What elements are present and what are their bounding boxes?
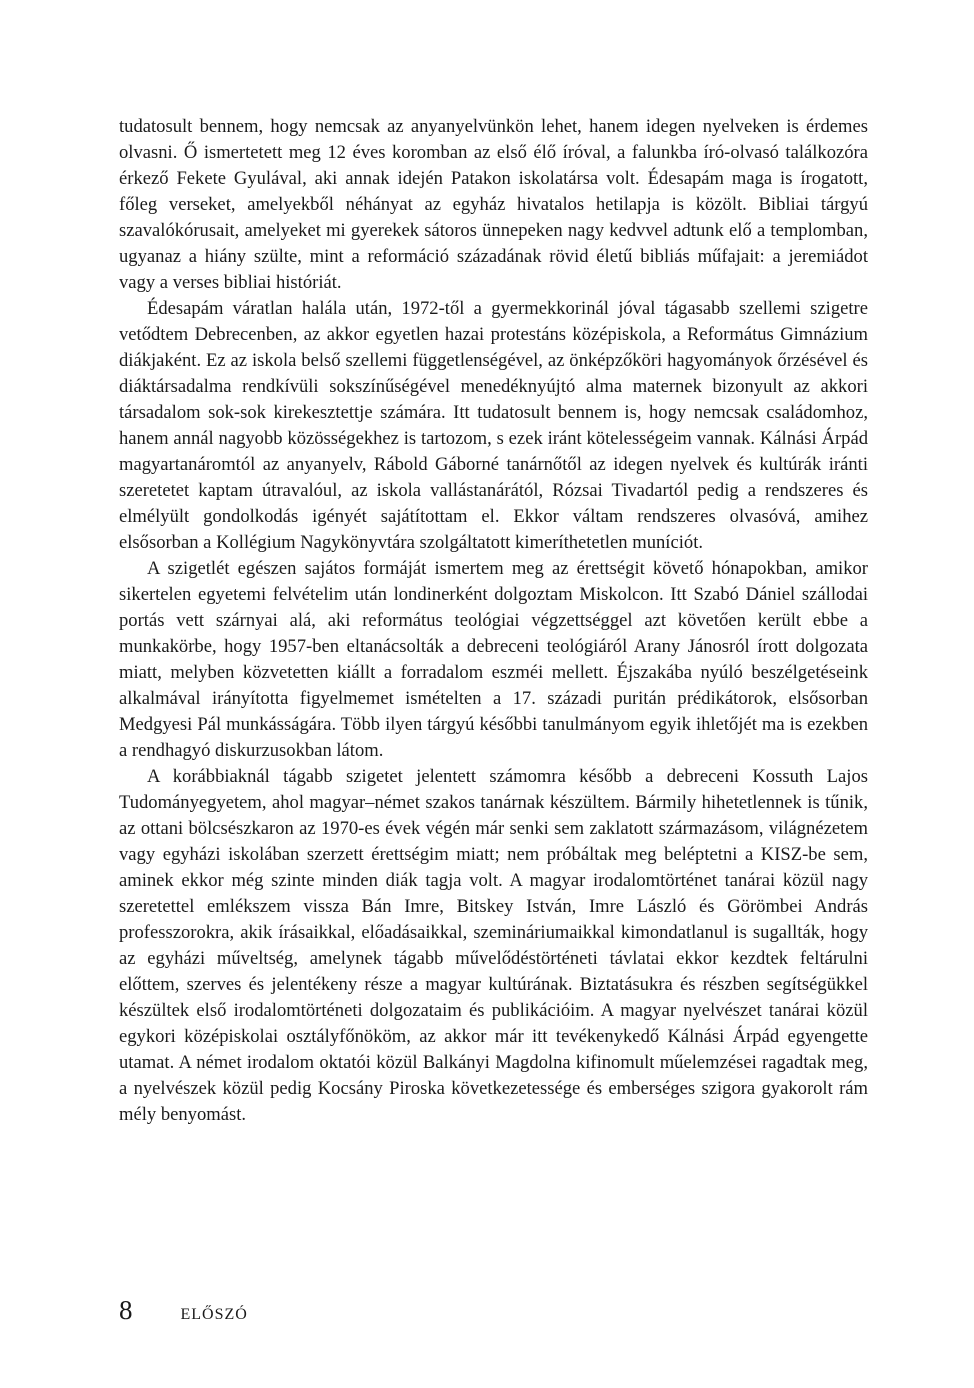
paragraph-4: A korábbiaknál tágabb szigetet jelentett számomra később a debreceni Kossuth Lajos Tudományegyetem, ahol magyar–német szakos tanárnak készültem. Bármily hihetetlennek is tűnik, az ottani bölcsészkaron az 1970-es évek végén már senki sem zaklatott származásom, világnézetem vagy egyházi iskolában szerzett érettségim miatt; nem próbáltak meg beléptetni a KISZ-be sem, aminek ekkor még szinte minden diák tagja volt. A magyar irodalomtörténet tanárai közül nagy szeretettel emlékszem vissza Bán Imre, Bitskey István, Imre László és Görömbei András professzorokra, akik írásaikkal, előadásaikkal, szemináriumaikkal kimondatlanul is sugallták, hogy az egyházi műveltség, amelynek tágabb művelődéstörténeti távlatai ekkor kezdtek feltárulni előttem, szerves és jelentékeny része a magyar kultúrának. Biztatásukra és részben segítségükkel készültek első irodalomtörténeti dolgozataim és publikációim. A magyar nyelvészet tanárai közül egykori középiskolai osztályfőnököm, az akkor már itt tevékenykedő Kálnási Árpád egyengette utamat. A német irodalom oktatói közül Balkányi Magdolna kifinomult műelemzései ragadtak meg, a nyelvészek közül pedig Kocsány Piroska következetessége és emberséges szigora gyakorolt rám mély benyomást. <box>119 766 868 1125</box>
paragraph-3: A szigetlét egészen sajátos formáját ismertem meg az érettségit követő hónapokban, amikor sikertelen egyetemi felvételim után londinerként dolgoztam Miskolcon. Itt Szabó Dániel szállodai portás vett szárnyai alá, aki református teológiai végzettséggel azt követően került ebbe a munkakörbe, hogy 1957-ben eltanácsolták a debreceni teológiáról Arany Jánosról írott dolgozata miatt, melyben közvetetten kiállt a forradalom eszméi mellett. Éjszakába nyúló beszélgetéseink alkalmával irányította figyelmemet ismételten a 17. századi puritán prédikátorok, elsősorban Medgyesi Pál munkásságára. Több ilyen tárgyú későbbi tanulmányom egyik ihletőjét ma is ezekben a rendhagyó diskurzusokban látom. <box>119 558 868 761</box>
paragraph-2: Édesapám váratlan halála után, 1972-től a gyermekkorinál jóval tágasabb szellemi szigetre vetődtem Debrecenben, az akkor egyetlen hazai protestáns középiskola, a Református Gimnázium diákjaként. Ez az iskola belső szellemi függetlenségével, az önképzőköri hagyományok őrzésével és diáktársadalma rendkívüli sokszínűségével menedéknyújtó alma maternek bizonyult az akkori társadalom sok-sok kirekesztettje számára. Itt tudatosult bennem is, hogy nemcsak családomhoz, hanem annál nagyobb közösségekhez is tartozom, s ezek iránt kötelességeim vannak. Kálnási Árpád magyartanáromtól az anyanyelv, Rábold Gáborné tanárnőtől az idegen nyelvek és kultúrák iránti szeretetet kaptam útravalóul, az iskola vallástanárától, Rózsai Tivadartól pedig a rendszeres és elmélyült gondolkodás igényét sajátítottam el. Ekkor váltam rendszeres olvasóvá, amihez elsősorban a Kollégium Nagykönyvtára szolgáltatott kimeríthetetlen muníciót. <box>119 298 868 553</box>
page-number: 8 <box>119 1295 133 1325</box>
running-head: ELŐSZÓ <box>180 1306 248 1323</box>
paragraph-1: tudatosult bennem, hogy nemcsak az anyanyelvünkön lehet, hanem idegen nyelveken is érdemes olvasni. Ő ismertetett meg 12 éves koromban az első élő íróval, a falunkba író-olvasó találkozóra érkező Fekete Gyulával, aki annak idején Patakon iskolatársa volt. Édesapám maga is írogatott, főleg verseket, amelyekből néhányat az egyház hivatalos hetilapja is közölt. Bibliai tárgyú szavalókórusait, amelyeket mi gyerekek sátoros ünnepeken nagy kedvvel adtunk elő a templomban, ugyanaz a hiány szülte, mint a reformáció századának rövid életű bibliás műfajait: a jeremiádot vagy a verses bibliai históriát. <box>119 116 868 293</box>
page-footer <box>119 1290 248 1330</box>
body-text <box>119 114 868 1128</box>
